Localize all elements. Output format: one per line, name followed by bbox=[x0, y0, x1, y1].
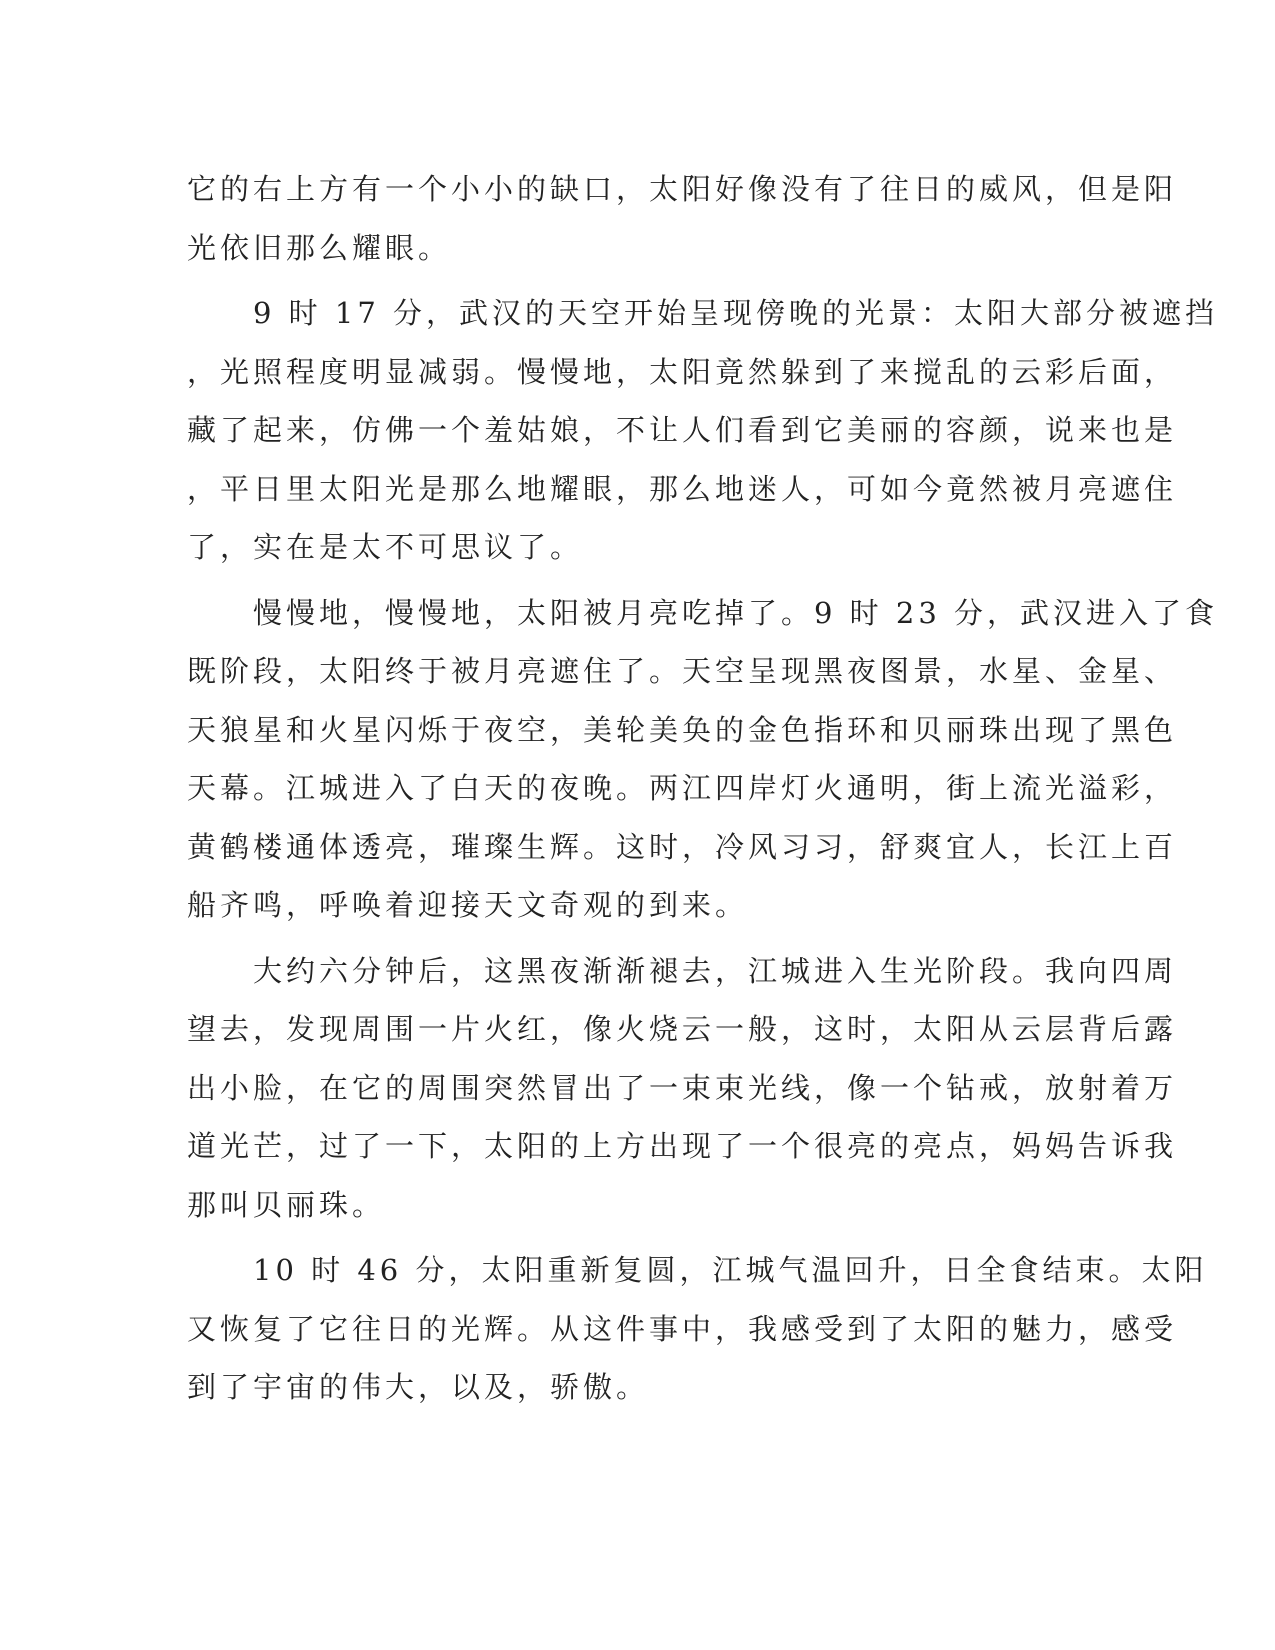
text-line: 10 时 46 分，太阳重新复圆，江城气温回升，日全食结束。太阳 bbox=[187, 1253, 1208, 1287]
text-line: 9 时 17 分，武汉的天空开始呈现傍晚的光景：太阳大部分被遮挡 bbox=[187, 296, 1219, 330]
text-line: 那叫贝丽珠。 bbox=[187, 1187, 386, 1222]
text-line: 天狼星和火星闪烁于夜空，美轮美奂的金色指环和贝丽珠出现了黑色 bbox=[187, 712, 1178, 747]
text-line: 了，实在是太不可思议了。 bbox=[187, 530, 584, 564]
text-line: 道光芒，过了一下，太阳的上方出现了一个很亮的亮点，妈妈告诉我 bbox=[187, 1129, 1178, 1163]
text-line: ，平日里太阳光是那么地耀眼，那么地迷人，可如今竟然被月亮遮住 bbox=[187, 471, 1178, 506]
text-line: 船齐鸣，呼唤着迎接天文奇观的到来。 bbox=[187, 888, 749, 922]
text-line: 既阶段，太阳终于被月亮遮住了。天空呈现黑夜图景，水星、金星、 bbox=[187, 654, 1178, 688]
text-line: 望去，发现周围一片火红，像火烧云一般，这时，太阳从云层背后露 bbox=[187, 1012, 1178, 1046]
paragraph bbox=[187, 584, 1219, 935]
text-line: 光依旧那么耀眼。 bbox=[187, 230, 452, 265]
text-line: 它的右上方有一个小小的缺口，太阳好像没有了往日的威风，但是阳 bbox=[187, 172, 1178, 206]
text-line: 藏了起来，仿佛一个羞姑娘，不让人们看到它美丽的容颜，说来也是 bbox=[187, 413, 1178, 447]
text-line: 出小脸，在它的周围突然冒出了一束束光线，像一个钻戒，放射着万 bbox=[187, 1070, 1178, 1105]
document-body bbox=[187, 160, 1219, 1417]
text-line: 黄鹤楼通体透亮，璀璨生辉。这时，冷风习习，舒爽宜人，长江上百 bbox=[187, 829, 1178, 864]
paragraph bbox=[187, 942, 1178, 1235]
text-line: 到了宇宙的伟大，以及，骄傲。 bbox=[187, 1370, 650, 1404]
text-line: ，光照程度明显减弱。慢慢地，太阳竟然躲到了来搅乱的云彩后面， bbox=[187, 354, 1178, 389]
text-line: 大约六分钟后，这黑夜渐渐褪去，江城进入生光阶段。我向四周 bbox=[187, 953, 1178, 988]
paragraph bbox=[187, 1241, 1208, 1417]
text-line: 又恢复了它往日的光辉。从这件事中，我感受到了太阳的魅力，感受 bbox=[187, 1311, 1178, 1346]
text-line: 天幕。江城进入了白天的夜晚。两江四岸灯火通明，街上流光溢彩， bbox=[187, 771, 1178, 805]
text-line: 慢慢地，慢慢地，太阳被月亮吃掉了。9 时 23 分，武汉进入了食 bbox=[187, 595, 1219, 630]
paragraph bbox=[187, 160, 1178, 277]
paragraph bbox=[187, 284, 1219, 577]
